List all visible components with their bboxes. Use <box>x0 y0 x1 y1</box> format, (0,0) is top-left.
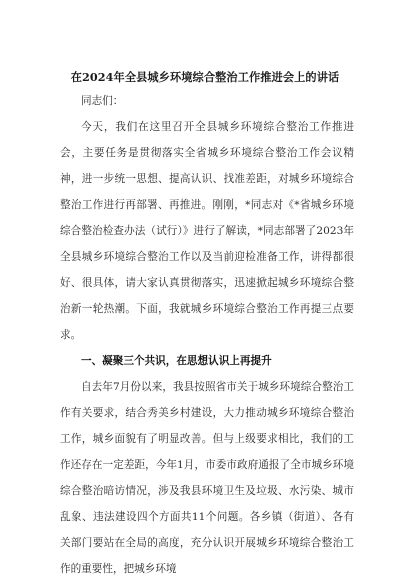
document-title: 在2024年全县城乡环境综合整治工作推进会上的讲话 <box>70 70 340 84</box>
section-heading-1: 一、凝聚三个共识，在思想认识上再提升 <box>81 355 272 367</box>
salutation: 同志们： <box>81 95 124 107</box>
paragraph-opening: 今天，我们在这里召开全县城乡环境综合整治工作推进会，主要任务是贯彻落实全省城乡环境综合整治工作会议精神，进一步统一思想、提高认识、找准差距，对城乡环境综合整治工作进行再部署、再推进。刚刚，*同志对《*省城乡环境综合整治检查办法（试行）》进行了解读，*同志部署了2023年全县城乡环境综合整治工作以及当前迎检准备工作，讲得都很好、很具体，请大家认真贯彻落实，迅速掀起城乡环境综合整治新一轮热潮。下面，我就城乡环境综合整治工作再提三点要求。 <box>60 121 354 341</box>
document-body <box>60 88 354 582</box>
paragraph-section-1: 自去年7月份以来，我县按照省市关于城乡环境综合整治工作有关要求，结合秀美乡村建设，大力推动城乡环境综合整治工作，城乡面貌有了明显改善。但与上级要求相比，我们的工作还存在一定差距，今年1月，市委市政府通报了全市城乡环境综合整治暗访情况，涉及我县环境卫生及垃圾、水污染、城市乱象、违法建设四个方面共11个问题。各乡镇（街道）、各有关部门要站在全局的高度，充分认识开展城乡环境综合整治工作的重要性，把城乡环境 <box>60 381 354 575</box>
